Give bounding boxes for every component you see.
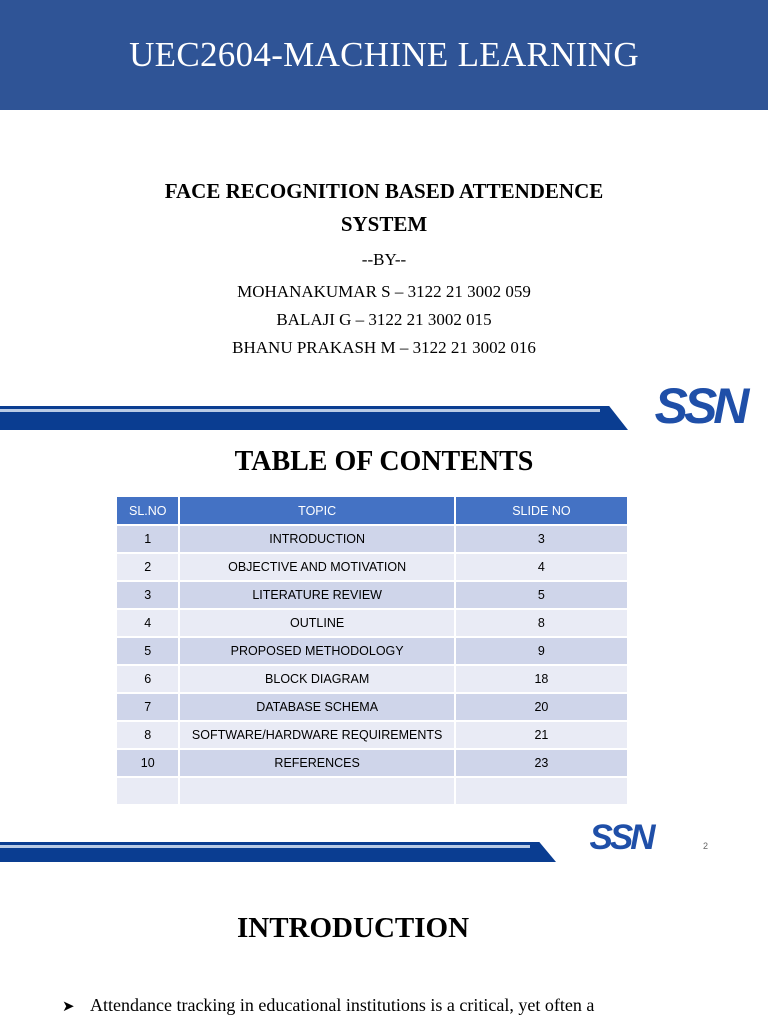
cell-slno: 4 [117, 609, 179, 637]
table-row [117, 693, 628, 721]
table-row [117, 609, 628, 637]
cell-slno: 2 [117, 553, 179, 581]
ssn-logo-mark [646, 377, 754, 431]
toc-table [117, 497, 629, 806]
cell-slide-no: 3 [455, 525, 628, 553]
table-row [117, 665, 628, 693]
cell-topic: DATABASE SCHEMA [179, 693, 454, 721]
cell-slide-no: 21 [455, 721, 628, 749]
cell-slno: 3 [117, 581, 179, 609]
col-header-slide-no: SLIDE NO [455, 497, 628, 525]
cell-slno: 7 [117, 693, 179, 721]
col-header-slno: SL.NO [117, 497, 179, 525]
project-title-line1: FACE RECOGNITION BASED ATTENDENCE [164, 179, 604, 203]
table-row [117, 721, 628, 749]
cell-topic [179, 777, 454, 805]
cell-slide-no: 5 [455, 581, 628, 609]
toc-header-row [117, 497, 628, 525]
ssn-logo [584, 816, 658, 854]
slide-header [0, 0, 768, 110]
cell-topic: OBJECTIVE AND MOTIVATION [179, 553, 454, 581]
author-list [0, 278, 768, 362]
col-header-topic: TOPIC [179, 497, 454, 525]
cell-topic: REFERENCES [179, 749, 454, 777]
table-row [117, 777, 628, 805]
ssn-logo [646, 377, 754, 431]
cell-slide-no: 20 [455, 693, 628, 721]
table-row [117, 749, 628, 777]
intro-title: INTRODUCTION [236, 912, 470, 944]
course-title: UEC2604-MACHINE LEARNING [129, 35, 639, 74]
cell-topic: LITERATURE REVIEW [179, 581, 454, 609]
table-row [117, 637, 628, 665]
cell-slide-no: 23 [455, 749, 628, 777]
cell-slno: 8 [117, 721, 179, 749]
cell-slide-no: 8 [455, 609, 628, 637]
slide-number: 2 [703, 841, 709, 851]
cell-slide-no: 4 [455, 553, 628, 581]
footer-band-highlight [0, 845, 530, 848]
cell-slno [117, 777, 179, 805]
author-item: BALAJI G – 3122 21 3002 015 [276, 310, 492, 329]
ssn-logo-text: SSN [654, 378, 746, 431]
project-title-line2: SYSTEM [340, 212, 428, 236]
cell-slno: 6 [117, 665, 179, 693]
footer-band-highlight [0, 409, 600, 412]
table-row [117, 581, 628, 609]
cell-slide-no: 18 [455, 665, 628, 693]
project-title [0, 175, 768, 241]
author-item: BHANU PRAKASH M – 3122 21 3002 016 [232, 338, 536, 357]
toc-title: TABLE OF CONTENTS [234, 446, 534, 477]
table-row [117, 525, 628, 553]
cell-topic: INTRODUCTION [179, 525, 454, 553]
author-item: MOHANAKUMAR S – 3122 21 3002 059 [237, 282, 531, 301]
intro-bullet [62, 995, 762, 1016]
arrow-bullet-icon: ➤ [62, 999, 75, 1015]
table-row [117, 553, 628, 581]
cell-topic: SOFTWARE/HARDWARE REQUIREMENTS [179, 721, 454, 749]
cell-topic: PROPOSED METHODOLOGY [179, 637, 454, 665]
cell-slide-no [455, 777, 628, 805]
ssn-logo-mark [584, 816, 658, 854]
cell-slno: 10 [117, 749, 179, 777]
cell-slno: 1 [117, 525, 179, 553]
ssn-logo-text: SSN [589, 818, 653, 854]
cell-slno: 5 [117, 637, 179, 665]
intro-bullet-text: Attendance tracking in educational institutions is a critical, yet often a [90, 995, 595, 1015]
cell-slide-no: 9 [455, 637, 628, 665]
by-label: --BY-- [361, 250, 407, 269]
cell-topic: BLOCK DIAGRAM [179, 665, 454, 693]
cell-topic: OUTLINE [179, 609, 454, 637]
